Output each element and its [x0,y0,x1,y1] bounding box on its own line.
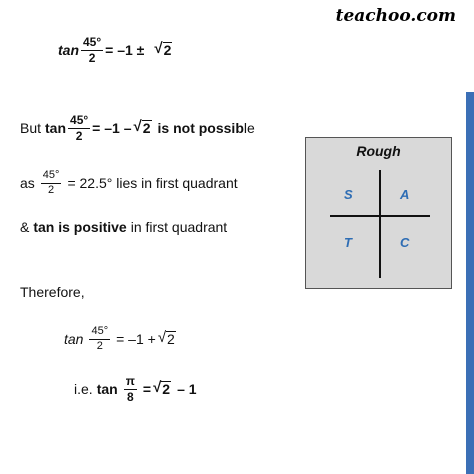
eq6-tail: – 1 [177,381,197,398]
eq5-equals: = –1 + [116,331,156,348]
eq5-denominator: 2 [96,339,103,352]
sqrt-symbol: √ [154,40,163,58]
eq6-denominator: 8 [126,389,134,404]
quadrant-s-label: S [344,187,353,202]
eq3-as: as [20,175,35,192]
eq2-denominator: 2 [75,128,83,143]
eq6-fraction [124,375,137,403]
therefore-line [20,284,85,300]
quadrant-a-label: A [400,187,410,202]
eq1-denominator: 2 [88,50,96,65]
vertical-axis [379,170,381,278]
brand-logo: teachoo.com [335,6,456,26]
eq6-sqrt [153,380,171,397]
eq2-equals: = –1 – [92,120,132,137]
eq2-radicand: 2 [142,120,151,137]
side-accent-bar [466,92,474,474]
eq5-fraction [89,326,110,352]
eq3-rest: = 22.5° lies in first quadrant [67,175,238,192]
eq3-fraction [41,170,62,196]
eq4-bold: tan is positive [33,219,127,235]
quadrant-c-label: C [400,235,410,250]
eq1-sqrt [154,41,172,58]
rough-title: Rough [356,143,401,159]
equation-line-2 [20,114,255,142]
eq2-tan: tan [45,120,67,137]
eq6-ie: i.e. [74,381,93,398]
eq2-tail-plain: le [243,120,255,137]
sqrt-symbol: √ [133,118,142,136]
therefore-text: Therefore, [20,284,85,300]
eq1-equals: = –1 ± [105,42,145,59]
equation-line-1 [58,36,174,64]
eq5-numerator: 45° [89,326,110,340]
quadrant-t-label: T [344,235,352,250]
eq4-rest: in first quadrant [130,219,228,235]
eq5-radicand: 2 [167,331,175,348]
eq3-numerator: 45° [41,170,62,184]
eq6-tan: tan [96,381,118,398]
eq1-tan: tan [58,42,79,59]
eq1-numerator: 45° [83,35,102,49]
eq2-but: But [20,120,42,137]
sqrt-symbol: √ [157,329,167,347]
eq6-equals: = [142,381,152,398]
eq6-numerator: π [125,374,135,388]
eq1-radicand: 2 [163,42,172,59]
eq2-numerator: 45° [70,113,89,127]
eq6-radicand: 2 [162,381,171,398]
eq2-fraction [68,114,90,142]
equation-line-4 [20,219,227,235]
eq5-tan: tan [64,331,84,348]
equation-line-6 [74,375,197,403]
eq3-denominator: 2 [48,183,55,196]
eq5-sqrt [158,330,176,347]
eq2-sqrt [134,119,152,136]
eq1-fraction [81,36,103,64]
equation-line-3 [20,170,238,196]
rough-box [305,137,452,289]
equation-line-5 [64,326,178,352]
eq4-amp: & [20,219,30,235]
horizontal-axis [330,215,430,217]
sqrt-symbol: √ [153,379,162,397]
eq2-tail-bold: is not possib [157,120,244,137]
